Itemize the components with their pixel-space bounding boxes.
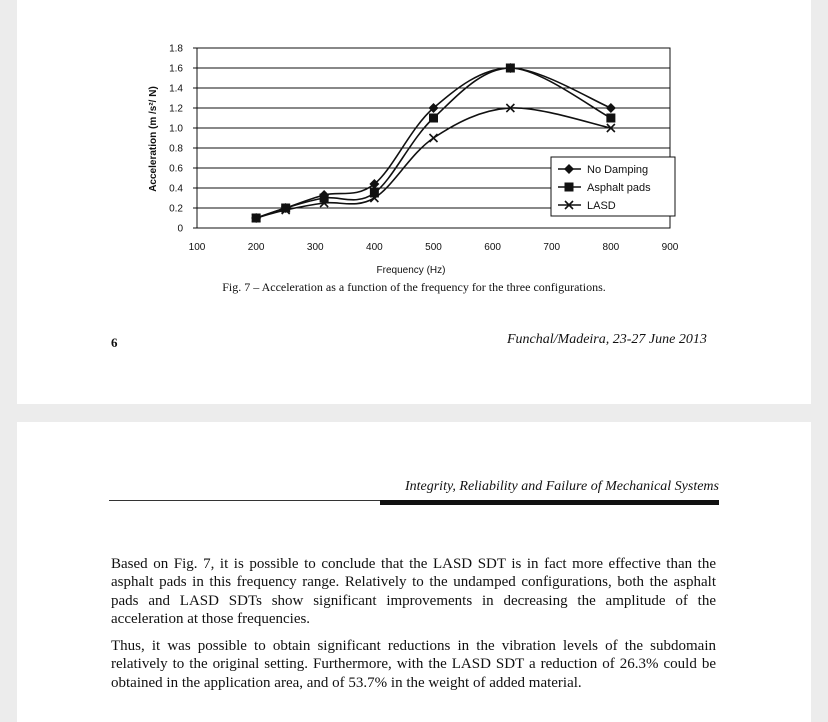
acceleration-chart	[17, 0, 811, 290]
paragraph-2: Thus, it was possible to obtain significant reductions in the vibration levels of the subdomain relatively to the original setting. Furthermore, with the LASD SDT a reduction of 26.3% could be obtained in the application area, and of 53.7% in the weight of added material.	[111, 638, 716, 691]
data-point-x	[430, 134, 438, 142]
x-tick-label: 500	[425, 242, 442, 253]
x-tick-label: 600	[484, 242, 501, 253]
x-tick-label: 700	[543, 242, 561, 253]
y-tick-label: 0	[177, 223, 183, 235]
x-axis-label: Frequency (Hz)	[376, 265, 446, 276]
y-tick-label: 0.2	[169, 203, 183, 215]
data-point-square	[429, 114, 438, 123]
data-point-square	[320, 194, 329, 203]
x-tick-label: 800	[602, 242, 620, 253]
x-tick-label: 300	[306, 242, 324, 253]
x-tick-label: 900	[661, 242, 679, 253]
figure-caption: Fig. 7 – Acceleration as a function of the frequency for the three configurations.	[222, 280, 606, 294]
chart-legend	[551, 157, 675, 216]
x-tick-label: 200	[247, 242, 265, 253]
legend-label: No Damping	[587, 164, 649, 176]
data-point-square	[606, 114, 615, 123]
page-1	[17, 0, 811, 404]
data-point-square	[506, 64, 515, 73]
page-footer: Funchal/Madeira, 23-27 June 2013	[507, 332, 707, 347]
paragraph-1: Based on Fig. 7, it is possible to conclude that the LASD SDT is in fact more effective than the asphalt pads in this frequency range. Relatively to the undamped configurations, both the asphalt pads and LASD SDTs show significant improvements in decreasing the amplitude of the acceleration at those frequencies.	[111, 556, 716, 627]
y-tick-label: 1.4	[169, 83, 183, 95]
running-header: Integrity, Reliability and Failure of Mechanical Systems	[404, 479, 719, 494]
y-axis-label: Acceleration (m /s²/ N)	[148, 86, 159, 192]
header-rule-thick	[380, 500, 719, 505]
legend-label: LASD	[587, 200, 616, 212]
data-point-diamond	[606, 103, 616, 113]
y-tick-label: 0.4	[169, 183, 183, 195]
y-tick-label: 1.8	[169, 43, 183, 55]
y-tick-label: 0.8	[169, 143, 183, 155]
y-tick-label: 1.6	[169, 63, 183, 75]
page-number: 6	[111, 335, 118, 350]
page-2	[17, 422, 811, 722]
x-tick-label: 400	[366, 242, 383, 253]
y-tick-label: 0.6	[169, 163, 183, 175]
y-tick-label: 1.2	[169, 103, 183, 115]
x-tick-label: 100	[188, 242, 206, 253]
y-tick-label: 1.0	[169, 123, 183, 135]
legend-label: Asphalt pads	[587, 182, 651, 194]
data-point-square	[565, 183, 574, 192]
